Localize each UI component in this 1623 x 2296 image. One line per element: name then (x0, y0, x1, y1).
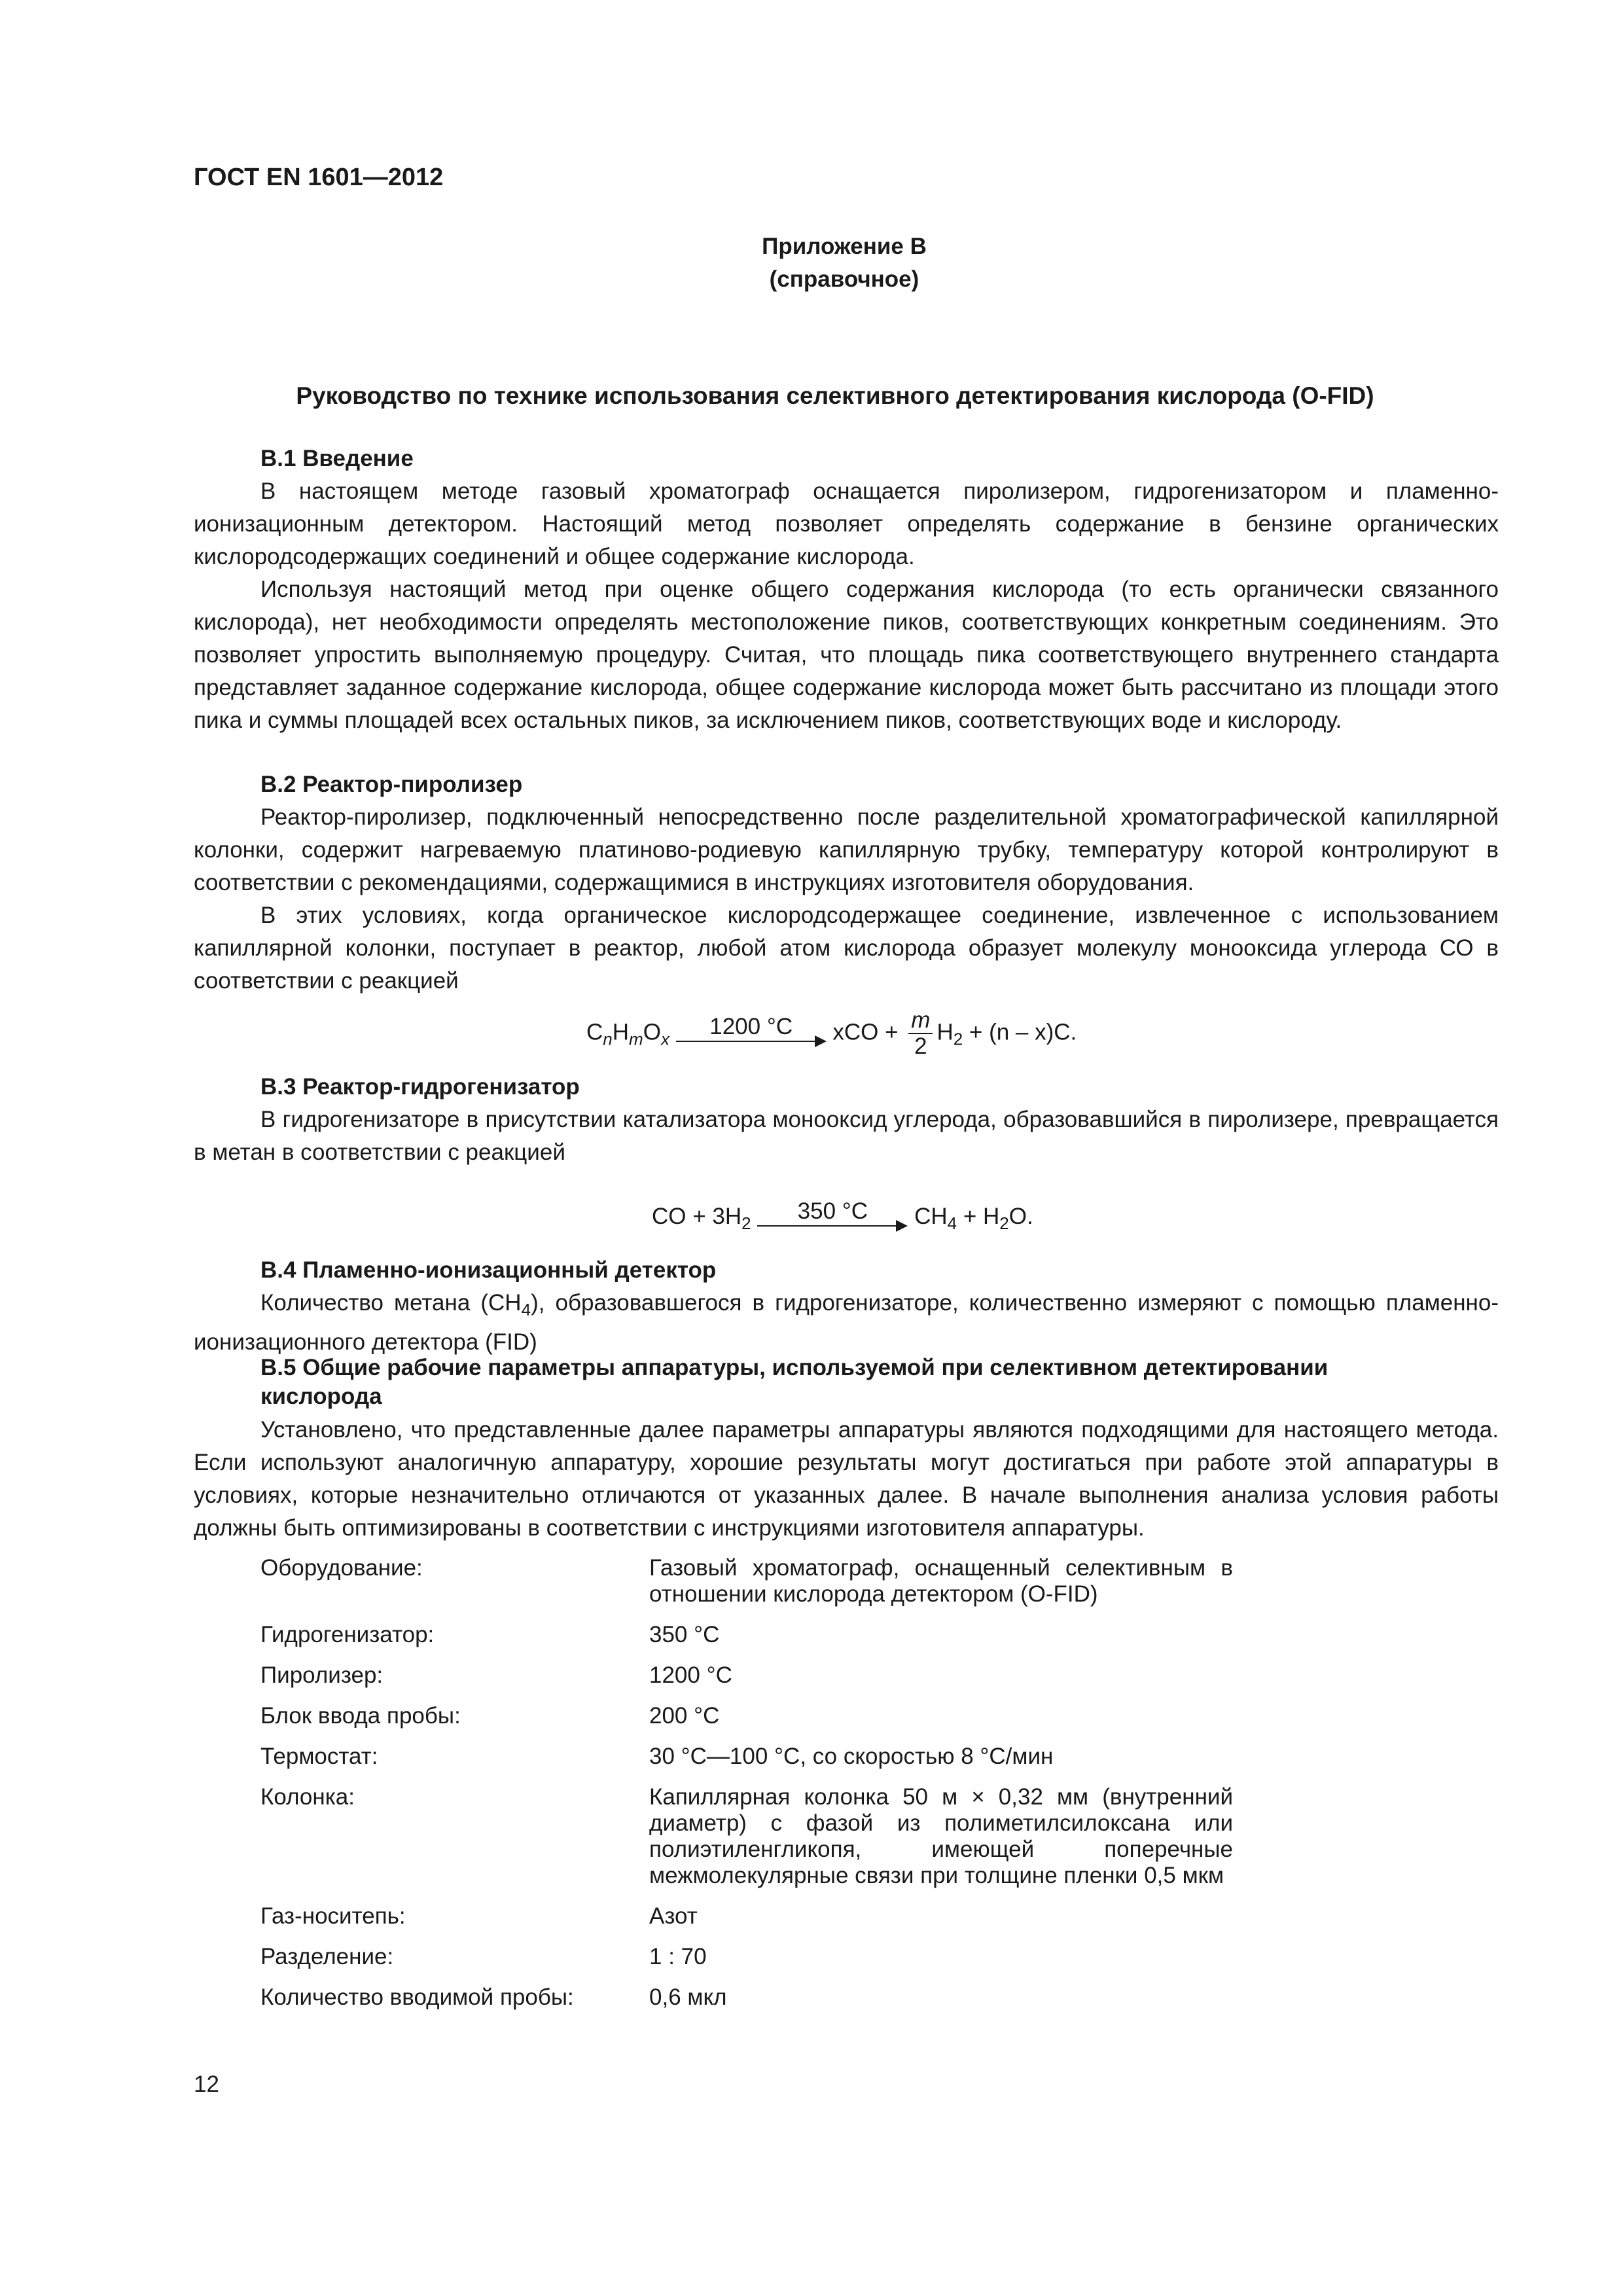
fraction: $\frac{m}{2}$ (908, 1008, 933, 1059)
pyrolysis-reaction-formula: $C_nH_mO_x$ 1200 °C xCO + $\frac{m}{2}$ $H_2 + (n - x)C$. (586, 1007, 1077, 1059)
parameter-label: Пиролизер: (260, 1662, 383, 1688)
paragraph: Количество метана $(СН_4)$, образовавшегося в гидрогенизаторе, количественно измеряют с помощью пламенно-ионизационного детектора (FID) (194, 1290, 1499, 1355)
paragraph: Установлено, что представленные далее параметры аппаратуры являются подходящими для настоящего метода. Если используют аналогичную аппаратуру, хорошие результаты могут достигаться при работе этой аппаратуры в условиях, которые незначительно отличаются от указанных далее. В начале выполнения анализа условия работы должны быть оптимизированы в соответствии с инструкциями изготовителя аппаратуры. (194, 1417, 1499, 1541)
section-b2-text (194, 801, 1499, 997)
parameter-row (260, 1555, 1233, 1622)
document-title: Руководство по технике использования селективного детектирования кислорода (O-FID) (296, 382, 1374, 409)
page-number: 12 (194, 2072, 219, 2097)
parameter-label: Колонка: (260, 1784, 355, 1810)
section-b4-text (194, 1287, 1499, 1359)
section-b3-text (194, 1103, 1499, 1169)
parameter-label: Гидрогенизатор: (260, 1622, 435, 1647)
parameter-value: 1200 °С (649, 1662, 732, 1688)
section-b1-text (194, 475, 1499, 737)
section-b1-heading: В.1 Введение (260, 446, 414, 471)
paragraph: Используя настоящий метод при оценке общего содержания кислорода (то есть органически связанного кислорода), нет необходимости определять местоположение пиков, соответствующих конкретным соединениям. Это позволяет упростить выполняемую процедуру. Считая, что площадь пика соответствующего внутреннего стандарта представляет заданное содержание кислорода, общее содержание кислорода может быть рассчитано из площади этого пика и суммы площадей всех остальных пиков, за исключением пиков, соответствующих воде и кислороду. (194, 577, 1499, 733)
parameter-label: Блок ввода пробы: (260, 1703, 461, 1729)
parameter-value: Азот (649, 1903, 698, 1929)
hydrogenation-reaction-formula: CO + $3H_2$ 350 °C $CH_4 + H_2O$. (652, 1200, 1033, 1240)
parameter-row (260, 1622, 1233, 1662)
parameter-value: Капиллярная колонка 50 м × 0,32 мм (внутренний диаметр) с фазой из полиметилсилоксана или полиэтиленгликопя, имеющей поперечные межмолекулярные связи при толщине пленки 0,5 мкм (649, 1784, 1233, 1888)
parameter-value: Газовый хроматограф, оснащенный селективным в отношении кислорода детектором (O-FID) (649, 1555, 1233, 1607)
parameter-value: 30 °С—100 °С, со скоростью 8 °С/мин (649, 1744, 1054, 1769)
parameter-row (260, 1703, 1233, 1744)
parameter-label: Количество вводимой пробы: (260, 1984, 574, 2010)
parameter-row (260, 1984, 1233, 2025)
parameter-row (260, 1744, 1233, 1784)
parameter-value: 200 °С (649, 1703, 720, 1729)
parameter-value: 1 : 70 (649, 1944, 707, 1969)
paragraph: В гидрогенизаторе в присутствии катализатора монооксид углерода, образовавшийся в пиролизере, превращается в метан в соответствии с реакцией (194, 1107, 1499, 1165)
parameter-label: Оборудование: (260, 1555, 423, 1581)
parameter-row (260, 1903, 1233, 1944)
parameter-label: Разделение: (260, 1944, 394, 1969)
parameter-value: 0,6 мкл (649, 1984, 727, 2010)
annex-heading (0, 230, 1623, 296)
annex-subtitle: (справочное) (769, 266, 919, 292)
standard-id: ГОСТ EN 1601—2012 (194, 164, 444, 191)
section-b2-heading: В.2 Реактор-пиролизер (260, 772, 523, 797)
paragraph: В настоящем методе газовый хроматограф оснащается пиролизером, гидрогенизатором и пламенно-ионизационным детектором. Настоящий метод позволяет определять содержание в бензине органических кислородсодержащих соединений и общее содержание кислорода. (194, 478, 1499, 569)
reaction-arrow (757, 1198, 908, 1234)
parameter-label: Термостат: (260, 1744, 378, 1769)
section-b5-text (194, 1414, 1499, 1545)
section-b4-heading: В.4 Пламенно-ионизационный детектор (260, 1257, 717, 1283)
paragraph: В этих условиях, когда органическое кислородсодержащее соединение, извлеченное с использованием капиллярной колонки, поступает в реактор, любой атом кислорода образует молекулу монооксида углерода СО в соответствии с реакцией (194, 903, 1499, 994)
parameter-row (260, 1784, 1233, 1903)
reaction-arrow (676, 1014, 827, 1050)
parameter-row (260, 1944, 1233, 1984)
annex-title: Приложение В (762, 234, 927, 259)
section-b5-heading: В.5 Общие рабочие параметры аппаратуры, используемой при селективном детектировании кислорода (260, 1355, 1329, 1409)
parameter-label: Газ-носитепь: (260, 1903, 406, 1929)
reaction-condition: 350 °C (797, 1198, 868, 1224)
reaction-condition: 1200 °C (709, 1014, 793, 1039)
section-b3-heading: В.3 Реактор-гидрогенизатор (260, 1074, 580, 1100)
parameter-row (260, 1662, 1233, 1703)
parameter-value: 350 °С (649, 1622, 720, 1647)
paragraph: Реактор-пиролизер, подключенный непосредственно после разделительной хроматографической капиллярной колонки, содержит нагреваемую платиново-родиевую капиллярную трубку, температуру которой контролируют в соответствии с рекомендациями, содержащимися в инструкциях изготовителя оборудования. (194, 804, 1499, 895)
apparatus-parameters-table (260, 1555, 1233, 2025)
